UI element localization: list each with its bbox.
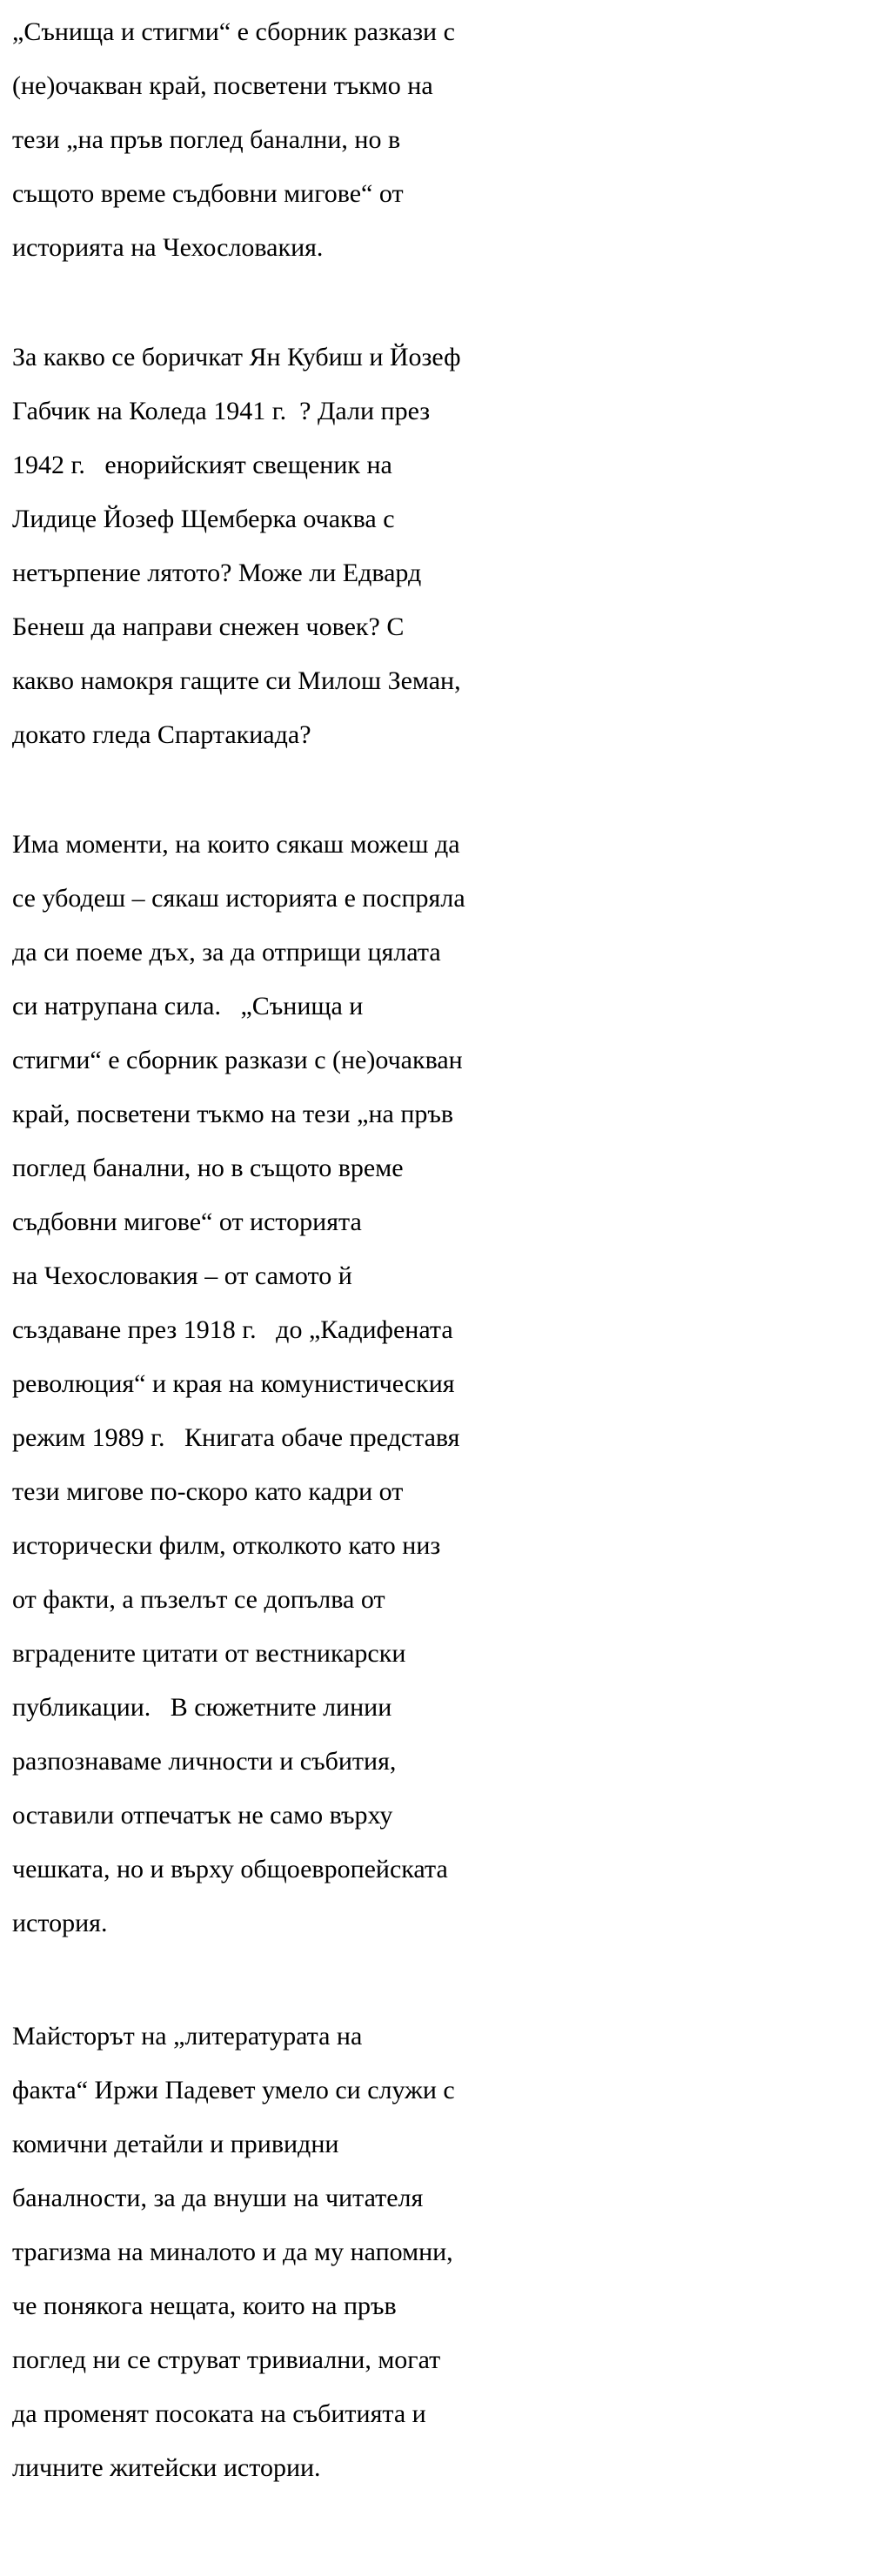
text-line: съдбовни мигове“ от историята	[12, 1208, 362, 1236]
text-line: поглед банални, но в същото време	[12, 1154, 404, 1182]
text-line: си натрупана сила. „Сънища и	[12, 992, 364, 1020]
text-line: създаване през 1918 г. до „Кадифената	[12, 1315, 453, 1344]
text-line: революция“ и края на комунистическия	[12, 1369, 455, 1398]
text-line: докато гледа Спартакиада?	[12, 720, 311, 749]
text-line: Майсторът на „литературата на	[12, 2022, 363, 2051]
text-line: да променят посоката на събитията и	[12, 2399, 426, 2428]
text-line: (не)очакван край, посветени тъкмо на	[12, 71, 433, 100]
text-line: стигми“ е сборник разкази с (не)очакван	[12, 1046, 463, 1074]
text-line: история.	[12, 1909, 108, 1937]
text-line: вградените цитати от вестникарски	[12, 1639, 406, 1668]
text-line: баналности, за да внуши на читателя	[12, 2184, 424, 2212]
text-line: разпознаваме личности и събития,	[12, 1747, 397, 1776]
text-line: Лидице Йозеф Щемберка очаква с	[12, 505, 395, 533]
text-line: тези „на пръв поглед банални, но в	[12, 125, 401, 154]
text-line: поглед ни се струват тривиални, могат	[12, 2345, 441, 2374]
text-line: чешката, но и върху общоевропейската	[12, 1855, 448, 1883]
text-line: факта“ Иржи Падевет умело си служи с	[12, 2076, 455, 2104]
text-line: на Чехословакия – от самото й	[12, 1261, 352, 1290]
text-line: от факти, а пъзелът се допълва от	[12, 1585, 385, 1614]
text-line: оставили отпечатък не само върху	[12, 1801, 393, 1830]
text-line: 1942 г. енорийският свещеник на	[12, 451, 392, 479]
text-line: че понякога нещата, които на пръв	[12, 2292, 397, 2320]
text-line: край, посветени тъкмо на тези „на пръв	[12, 1100, 454, 1128]
text-line: нетърпение лятото? Може ли Едвард	[12, 559, 422, 587]
text-line: публикации. В сюжетните линии	[12, 1693, 392, 1722]
text-line: историята на Чехословакия.	[12, 233, 324, 262]
text-line: „Сънища и стигми“ е сборник разкази с	[12, 17, 455, 46]
paragraph-intro	[12, 5, 870, 275]
text-line: личните житейски истории.	[12, 2453, 321, 2482]
text-line: Бенеш да направи снежен човек? С	[12, 612, 405, 641]
text-line: какво намокря гащите си Милош Земан,	[12, 666, 461, 695]
paragraph-questions	[12, 331, 870, 762]
text-line: същото време съдбовни мигове“ от	[12, 179, 404, 208]
text-line: Габчик на Коледа 1941 г. ? Дали през	[12, 397, 431, 425]
text-line: Има моменти, на които сякаш можеш да	[12, 830, 460, 859]
text-line: трагизма на миналото и да му напомни,	[12, 2238, 453, 2266]
paragraph-description	[12, 818, 870, 1950]
text-line: да си поеме дъх, за да отприщи цялата	[12, 938, 441, 967]
text-line: се убодеш – сякаш историята е поспряла	[12, 884, 465, 913]
paragraph-author	[12, 2010, 870, 2495]
text-line: тези мигове по-скоро като кадри от	[12, 1477, 404, 1506]
text-line: комични детайли и привидни	[12, 2130, 339, 2158]
text-line: За какво се боричкат Ян Кубиш и Йозеф	[12, 343, 461, 371]
text-line: исторически филм, отколкото като низ	[12, 1531, 441, 1560]
text-line: режим 1989 г. Книгата обаче представя	[12, 1423, 460, 1452]
